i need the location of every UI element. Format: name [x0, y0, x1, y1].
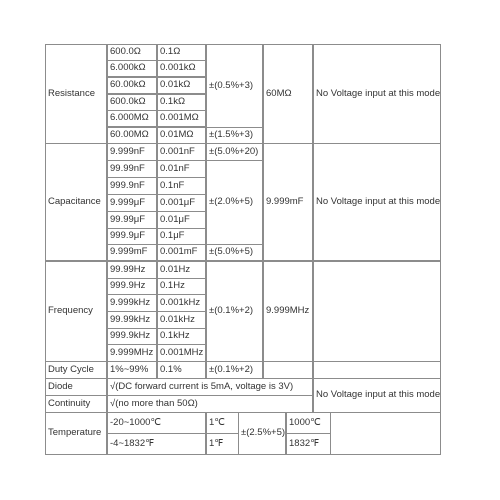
capacitance-range: 9.999μF — [107, 194, 157, 212]
capacitance-range: 9.999nF — [107, 143, 157, 161]
duty-cycle-blank — [313, 361, 441, 379]
frequency-resolution: 0.001MHz — [157, 344, 206, 362]
capacitance-label: Capacitance — [45, 143, 107, 261]
resistance-resolution: 0.1Ω — [157, 44, 206, 61]
frequency-label: Frequency — [45, 261, 107, 362]
frequency-range: 999.9Hz — [107, 278, 157, 295]
capacitance-range: 99.99μF — [107, 211, 157, 229]
capacitance-overload: No Voltage input at this mode — [313, 143, 441, 261]
temperature-max-c: 1000℃ — [286, 412, 331, 434]
duty-cycle-blank — [263, 361, 313, 379]
resistance-range: 60.00kΩ — [107, 77, 157, 94]
duty-cycle-range: 1%~99% — [107, 361, 157, 379]
capacitance-range: 9.999mF — [107, 244, 157, 261]
resistance-resolution: 0.1kΩ — [157, 94, 206, 111]
frequency-input-impedance: 9.999MHz — [263, 261, 313, 362]
resistance-range: 60.00MΩ — [107, 127, 157, 144]
capacitance-resolution: 0.001nF — [157, 143, 206, 161]
diode-note: √(DC forward current is 5mA, voltage is 3V) — [107, 378, 313, 396]
resistance-overload: No Voltage input at this mode — [313, 44, 441, 144]
frequency-resolution: 0.1kHz — [157, 328, 206, 345]
capacitance-accuracy-first: ±(5.0%+20) — [206, 143, 263, 161]
frequency-resolution: 0.001kHz — [157, 294, 206, 312]
frequency-range: 9.999MHz — [107, 344, 157, 362]
resistance-label: Resistance — [45, 44, 107, 144]
resistance-range: 6.000MΩ — [107, 110, 157, 127]
capacitance-accuracy-last: ±(5.0%+5) — [206, 244, 263, 261]
temperature-range-c: -20~1000℃ — [107, 412, 206, 434]
capacitance-range: 99.99nF — [107, 160, 157, 178]
frequency-resolution: 0.1Hz — [157, 278, 206, 295]
diode-continuity-overload: No Voltage input at this mode — [313, 378, 441, 413]
diode-label: Diode — [45, 378, 107, 396]
frequency-accuracy: ±(0.1%+2) — [206, 261, 263, 362]
capacitance-resolution: 0.01μF — [157, 211, 206, 229]
capacitance-range: 999.9nF — [107, 177, 157, 195]
duty-cycle-label: Duty Cycle — [45, 361, 107, 379]
resistance-resolution: 0.001MΩ — [157, 110, 206, 127]
capacitance-input-impedance: 9.999mF — [263, 143, 313, 261]
capacitance-resolution: 0.01nF — [157, 160, 206, 178]
resistance-accuracy: ±(0.5%+3) — [206, 44, 263, 128]
capacitance-resolution: 0.001μF — [157, 194, 206, 212]
resistance-range: 600.0Ω — [107, 44, 157, 61]
temperature-max-f: 1832℉ — [286, 433, 331, 455]
resistance-resolution: 0.01MΩ — [157, 127, 206, 144]
frequency-resolution: 0.01kHz — [157, 311, 206, 329]
capacitance-resolution: 0.001mF — [157, 244, 206, 261]
temperature-blank — [330, 412, 441, 455]
frequency-range: 99.99kHz — [107, 311, 157, 329]
temperature-accuracy: ±(2.5%+5) — [238, 412, 286, 455]
frequency-range: 99.99Hz — [107, 261, 157, 279]
temperature-resolution-f: 1℉ — [206, 433, 239, 455]
resistance-resolution: 0.001kΩ — [157, 60, 206, 77]
resistance-range: 600.0kΩ — [107, 94, 157, 111]
resistance-range: 6.000kΩ — [107, 60, 157, 77]
capacitance-range: 999.9μF — [107, 228, 157, 245]
continuity-label: Continuity — [45, 395, 107, 413]
resistance-accuracy-last: ±(1.5%+3) — [206, 127, 263, 144]
resistance-resolution: 0.01kΩ — [157, 77, 206, 94]
capacitance-resolution: 0.1nF — [157, 177, 206, 195]
frequency-range: 999.9kHz — [107, 328, 157, 345]
temperature-range-f: -4~1832℉ — [107, 433, 206, 455]
temperature-resolution-c: 1℃ — [206, 412, 239, 434]
continuity-note: √(no more than 50Ω) — [107, 395, 313, 413]
capacitance-accuracy: ±(2.0%+5) — [206, 160, 263, 245]
temperature-label: Temperature — [45, 412, 107, 455]
resistance-input-impedance: 60MΩ — [263, 44, 313, 144]
capacitance-resolution: 0.1μF — [157, 228, 206, 245]
frequency-blank — [313, 261, 441, 362]
duty-cycle-resolution: 0.1% — [157, 361, 206, 379]
frequency-resolution: 0.01Hz — [157, 261, 206, 279]
duty-cycle-accuracy: ±(0.1%+2) — [206, 361, 263, 379]
frequency-range: 9.999kHz — [107, 294, 157, 312]
